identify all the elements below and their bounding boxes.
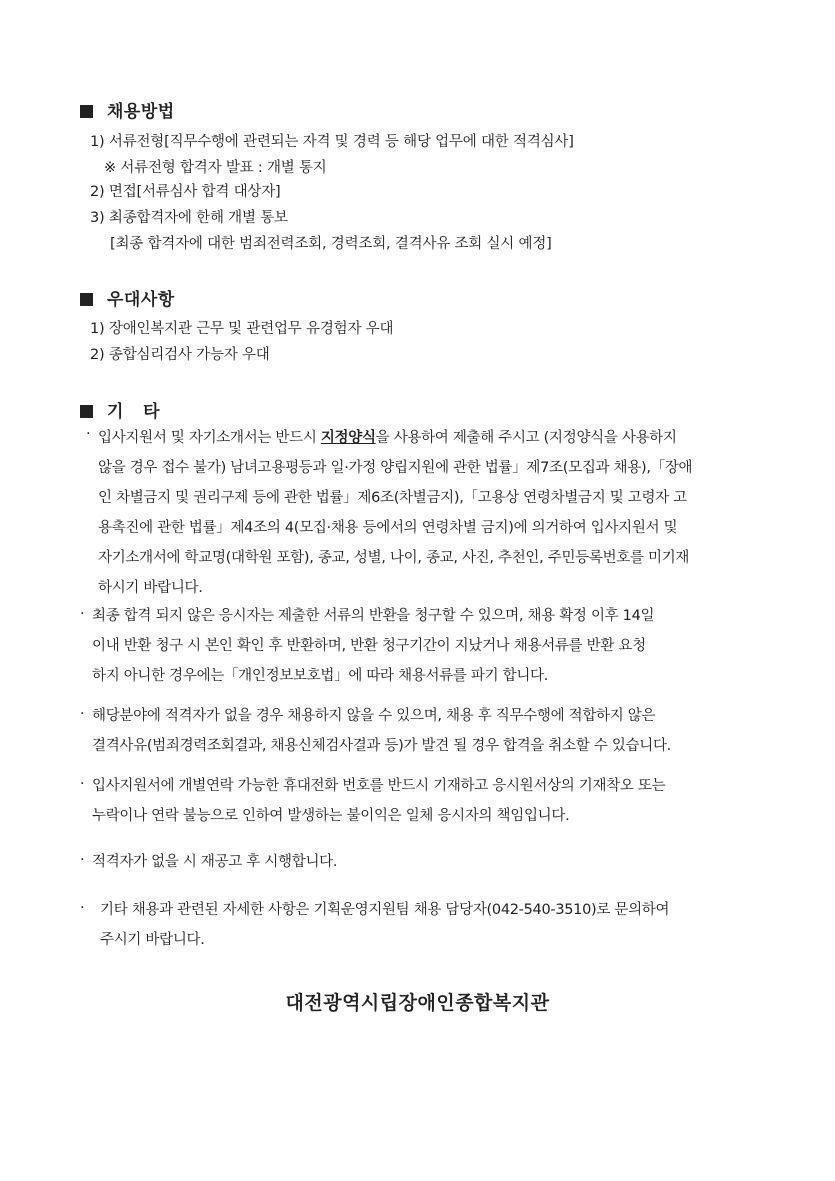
organization-name: 대전광역시립장애인종합복지관 [285, 992, 550, 1014]
method-line-3: 3) 최종합격자에 한해 개별 통보 [90, 210, 288, 226]
bullet-mark: · [80, 606, 85, 622]
section-heading-recruitment-method [80, 97, 175, 122]
designated-form-emphasis: 지정양식 [320, 430, 376, 446]
section-title: 기 타 [107, 402, 161, 422]
square-bullet-icon [80, 405, 93, 418]
notice-paragraph-6: 기타 채용과 관련된 자세한 사항은 기획운영지원팀 채용 담당자(042-540-3510)로 문의하여 주시기 바랍니다. [100, 902, 670, 948]
notice-paragraph-2: 최종 합격 되지 않은 응시자는 제출한 서류의 반환을 청구할 수 있으며, 채용 확정 이후 14일 이내 반환 청구 시 본인 확인 후 반환하며, 반환 청구기간이 지났거나 채용서류를 반환 요청 하지 아니한 경우에는「개인정보보호법」에 따라 채용서류를 파기 합니다. [92, 608, 655, 684]
bullet-mark: · [80, 900, 85, 916]
bullet-mark: · [80, 776, 85, 792]
section-heading-preference [80, 285, 175, 310]
square-bullet-icon [80, 105, 93, 118]
notice-paragraph-1: 입사지원서 및 자기소개서는 반드시 지정양식을 사용하여 제출해 주시고 (지정양식을 사용하지 않을 경우 접수 불가) 남녀고용평등과 일·가정 양립지원에 관한 법률」제7조(모집과 채용),「장애 인 차별금지 및 권리구제 등에 관한 법률」제6조(차별금지),「고용상 연령차별금지 및 고령자 고 용촉진에 관한 법률」제4조의 4(모집·채용 등에서의 연령차별 금지)에 의거하여 입사지원서 및 자기소개서에 학교명(대학원 포함), 종교, 성별, 나이, 종교, 사진, 추천인, 주민등록번호를 미기재 하시기 바랍니다. [98, 430, 693, 596]
notice-paragraph-5: 적격자가 없을 시 재공고 후 시행합니다. [92, 854, 338, 870]
preference-line-2: 2) 종합심리검사 가능자 우대 [90, 347, 270, 363]
section-title: 우대사항 [107, 290, 175, 310]
bullet-mark: · [80, 852, 85, 868]
section-heading-etc [80, 397, 160, 422]
section-title: 채용방법 [107, 102, 175, 122]
method-line-3-note: [최종 합격자에 대한 범죄전력조회, 경력조회, 결격사유 조회 실시 예정] [110, 236, 552, 252]
preference-line-1: 1) 장애인복지관 근무 및 관련업무 유경험자 우대 [90, 321, 394, 337]
notice-paragraph-4: 입사지원서에 개별연락 가능한 휴대전화 번호를 반드시 기재하고 응시원서상의 기재착오 또는 누락이나 연락 불능으로 인하여 발생하는 불이익은 일체 응시자의 책임입니다. [92, 778, 666, 824]
bullet-mark: · [86, 426, 91, 442]
notice-paragraph-3: 해당분야에 적격자가 없을 경우 채용하지 않을 수 있으며, 채용 후 직무수행에 적합하지 않은 결격사유(범죄경력조회결과, 채용신체검사결과 등)가 발견 될 경우 합격을 취소할 수 있습니다. [92, 708, 671, 754]
method-note: ※ 서류전형 합격자 발표 : 개별 통지 [104, 160, 327, 176]
method-line-2: 2) 면접[서류심사 합격 대상자] [90, 184, 281, 200]
bullet-mark: · [80, 706, 85, 722]
square-bullet-icon [80, 293, 93, 306]
method-line-1: 1) 서류전형[직무수행에 관련되는 자격 및 경력 등 해당 업무에 대한 적격심사] [90, 134, 574, 150]
